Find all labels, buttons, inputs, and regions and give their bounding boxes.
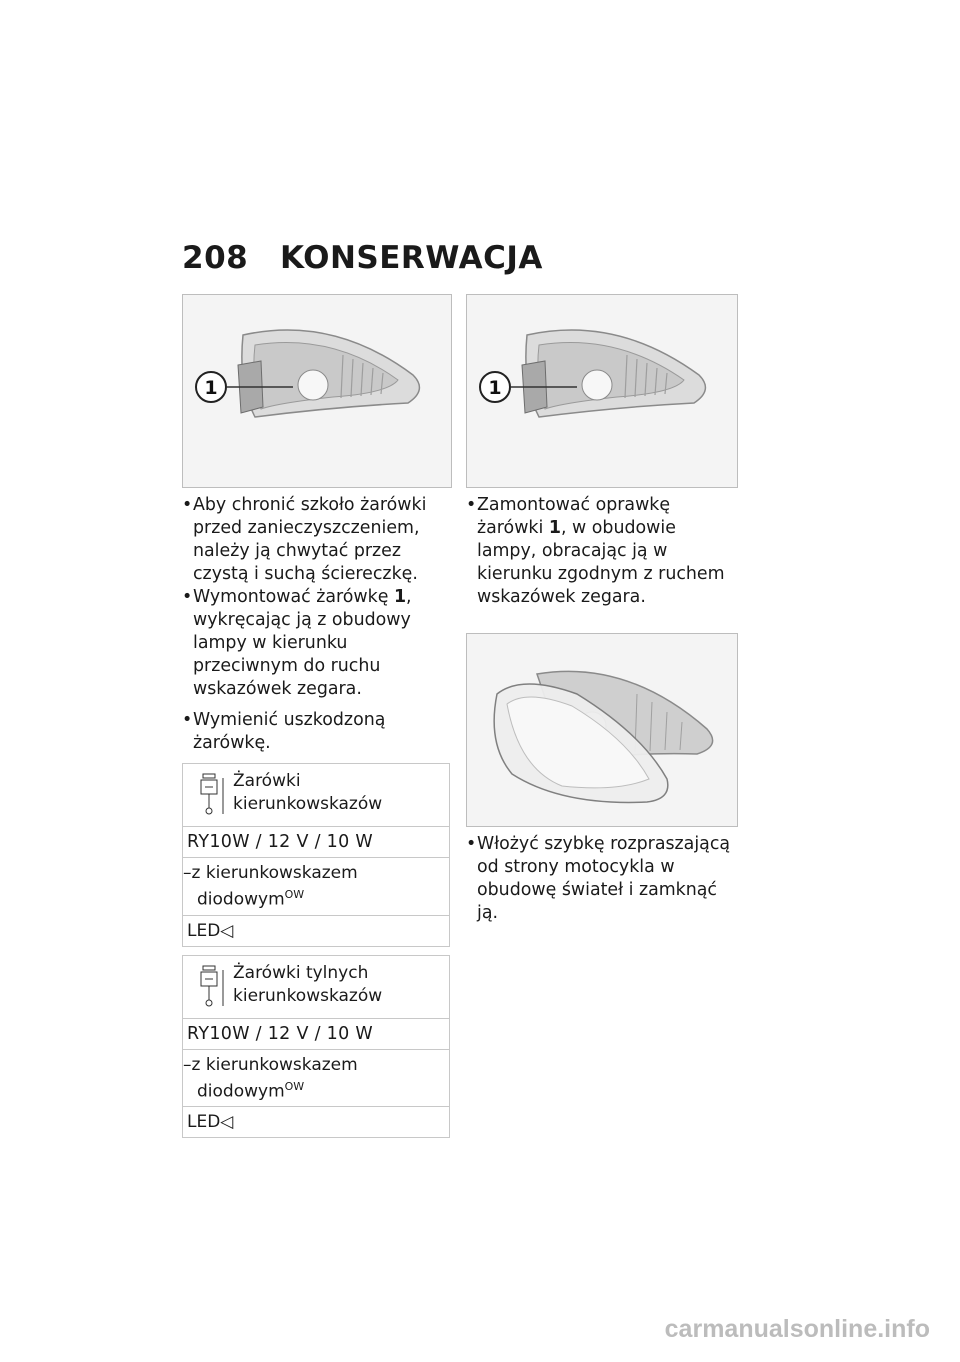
lens-illustration [467,634,737,826]
list-item: • Zamontować oprawkę żarówki 1, w obudowie lampy, obracając ją w kierunku zgodnym z ruchem wskazówek zegara. [466,494,738,609]
watermark: carmanualsonline.info [664,1315,930,1343]
spec-note: –z kierunkowskazem diodowym$^{OW}$ [183,858,449,916]
list-item: • Włożyć szybkę rozpraszającą od strony motocykla w obudowę świateł i zamknąć ją. [466,833,738,925]
spec-title: Żarówki kierunkowskazów [233,771,383,814]
list-item: • Wymienić uszkodzoną żarówkę. [182,709,450,755]
led-label: LED◁ [187,1112,234,1133]
page-header [182,240,543,276]
bulb-rating: RY10W / 12 V / 10 W [183,1019,449,1050]
bulb-icon [189,962,233,1010]
left-column [182,294,450,1138]
instruction-list [466,833,738,925]
list-item: • Wymontować żarówkę 1, wykręcając ją z obudowy lampy w kierunku przeciwnym do ruchu wskazówek zegara. [182,586,450,701]
bulb-install-figure [466,294,738,488]
figure-callout: 1 [204,377,218,399]
spec-note: –z kierunkowskazem diodowym$^{OW}$ [183,1050,449,1108]
indicator-lamp-illustration [467,295,737,487]
list-item: • Aby chronić szkoło żarówki przed zanieczyszczeniem, należy ją chwytać przez czystą i suchą ściereczkę. [182,494,450,586]
right-column [466,294,738,925]
page-number: 208 [182,240,249,276]
indicator-lamp-illustration [183,295,451,487]
spec-title: Żarówki tylnych kierunkowskazów [233,962,383,1006]
instruction-list [182,494,450,755]
section-title: KONSERWACJA [280,240,543,276]
spec-table-indicator-bulbs [182,763,450,947]
bulb-icon [189,770,233,818]
bulb-removal-figure [182,294,452,488]
figure-callout: 1 [488,377,502,399]
bulb-rating: RY10W / 12 V / 10 W [183,827,449,858]
lens-install-figure [466,633,738,827]
instruction-list [466,494,738,609]
led-label: LED◁ [187,920,234,941]
spec-table-rear-indicator-bulbs [182,955,450,1139]
